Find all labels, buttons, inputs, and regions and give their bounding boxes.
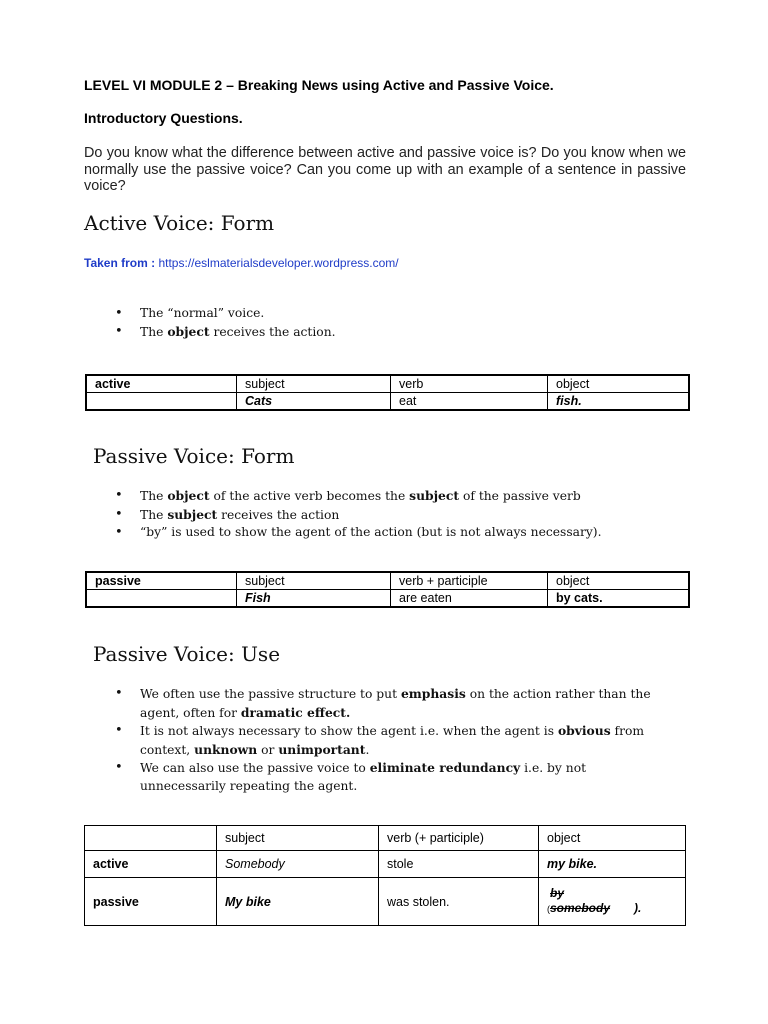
passive-use-bullets (115, 685, 675, 795)
table-cell: Fish (237, 590, 391, 608)
active-table (85, 374, 690, 411)
table-cell (86, 590, 237, 608)
list-item: • “by” is used to show the agent of the action (but is not always necessary). (115, 524, 602, 542)
list-item: • We can also use the passive voice to eliminate redundancy i.e. by not unnecessarily repeating the agent. (115, 759, 620, 795)
active-voice-heading: Active Voice: Form (84, 211, 275, 235)
list-item: • The object receives the action. (115, 323, 336, 342)
table-cell: subject (217, 826, 379, 851)
source-label: Taken from : (84, 256, 156, 270)
table-cell (539, 878, 686, 926)
table-cell: fish. (548, 393, 690, 411)
table-cell (85, 826, 217, 851)
list-item: • The subject receives the action (115, 506, 602, 525)
table-row (86, 572, 689, 590)
table-cell: my bike. (539, 851, 686, 878)
table-row (85, 851, 686, 878)
active-bullets (115, 305, 336, 341)
table-cell: subject (237, 375, 391, 393)
passive-form-heading: Passive Voice: Form (93, 444, 295, 468)
module-title: LEVEL VI MODULE 2 – Breaking News using Active and Passive Voice. (84, 77, 554, 93)
table-cell: active (85, 851, 217, 878)
struck-somebody: somebody (550, 901, 611, 915)
table-cell: My bike (217, 878, 379, 926)
table-cell: was stolen. (379, 878, 539, 926)
passive-form-table (85, 571, 690, 608)
list-item: • The object of the active verb becomes the subject of the passive verb (115, 487, 602, 506)
list-item: • It is not always necessary to show the agent i.e. when the agent is obvious from context, unknown or unimportant. (115, 722, 675, 759)
intro-heading: Introductory Questions. (84, 110, 243, 126)
passive-form-bullets (115, 487, 602, 542)
table-cell: object (548, 572, 690, 590)
table-cell: object (539, 826, 686, 851)
table-cell: eat (391, 393, 548, 411)
table-row (86, 375, 689, 393)
list-item: • We often use the passive structure to put emphasis on the action rather than the agent, often for dramatic effect. (115, 685, 660, 722)
table-row (85, 878, 686, 926)
passive-use-heading: Passive Voice: Use (93, 642, 281, 666)
table-cell: are eaten (391, 590, 548, 608)
list-item: • The “normal” voice. (115, 305, 336, 323)
table-cell (86, 393, 237, 411)
table-cell: by cats. (548, 590, 690, 608)
table-cell: verb (391, 375, 548, 393)
table-cell: verb (+ participle) (379, 826, 539, 851)
table-cell: stole (379, 851, 539, 878)
table-cell: verb + participle (391, 572, 548, 590)
table-cell: Somebody (217, 851, 379, 878)
table-cell: object (548, 375, 690, 393)
table-cell: Cats (237, 393, 391, 411)
struck-by: by (550, 886, 565, 900)
table-row (85, 826, 686, 851)
table-cell: passive (86, 572, 237, 590)
comparison-table (84, 825, 686, 926)
paren-open: ( (547, 904, 550, 914)
table-cell: subject (237, 572, 391, 590)
source-line (84, 256, 399, 270)
intro-text: Do you know what the difference between active and passive voice is? Do you know when we normally use the passive voice? Can you come up with an example of a sentence in passive voice? (84, 145, 686, 194)
source-link[interactable]: https://eslmaterialsdeveloper.wordpress.com/ (158, 256, 399, 270)
table-cell: passive (85, 878, 217, 926)
table-cell: active (86, 375, 237, 393)
paren-close: ). (634, 901, 642, 915)
table-row (86, 590, 689, 608)
table-row (86, 393, 689, 411)
